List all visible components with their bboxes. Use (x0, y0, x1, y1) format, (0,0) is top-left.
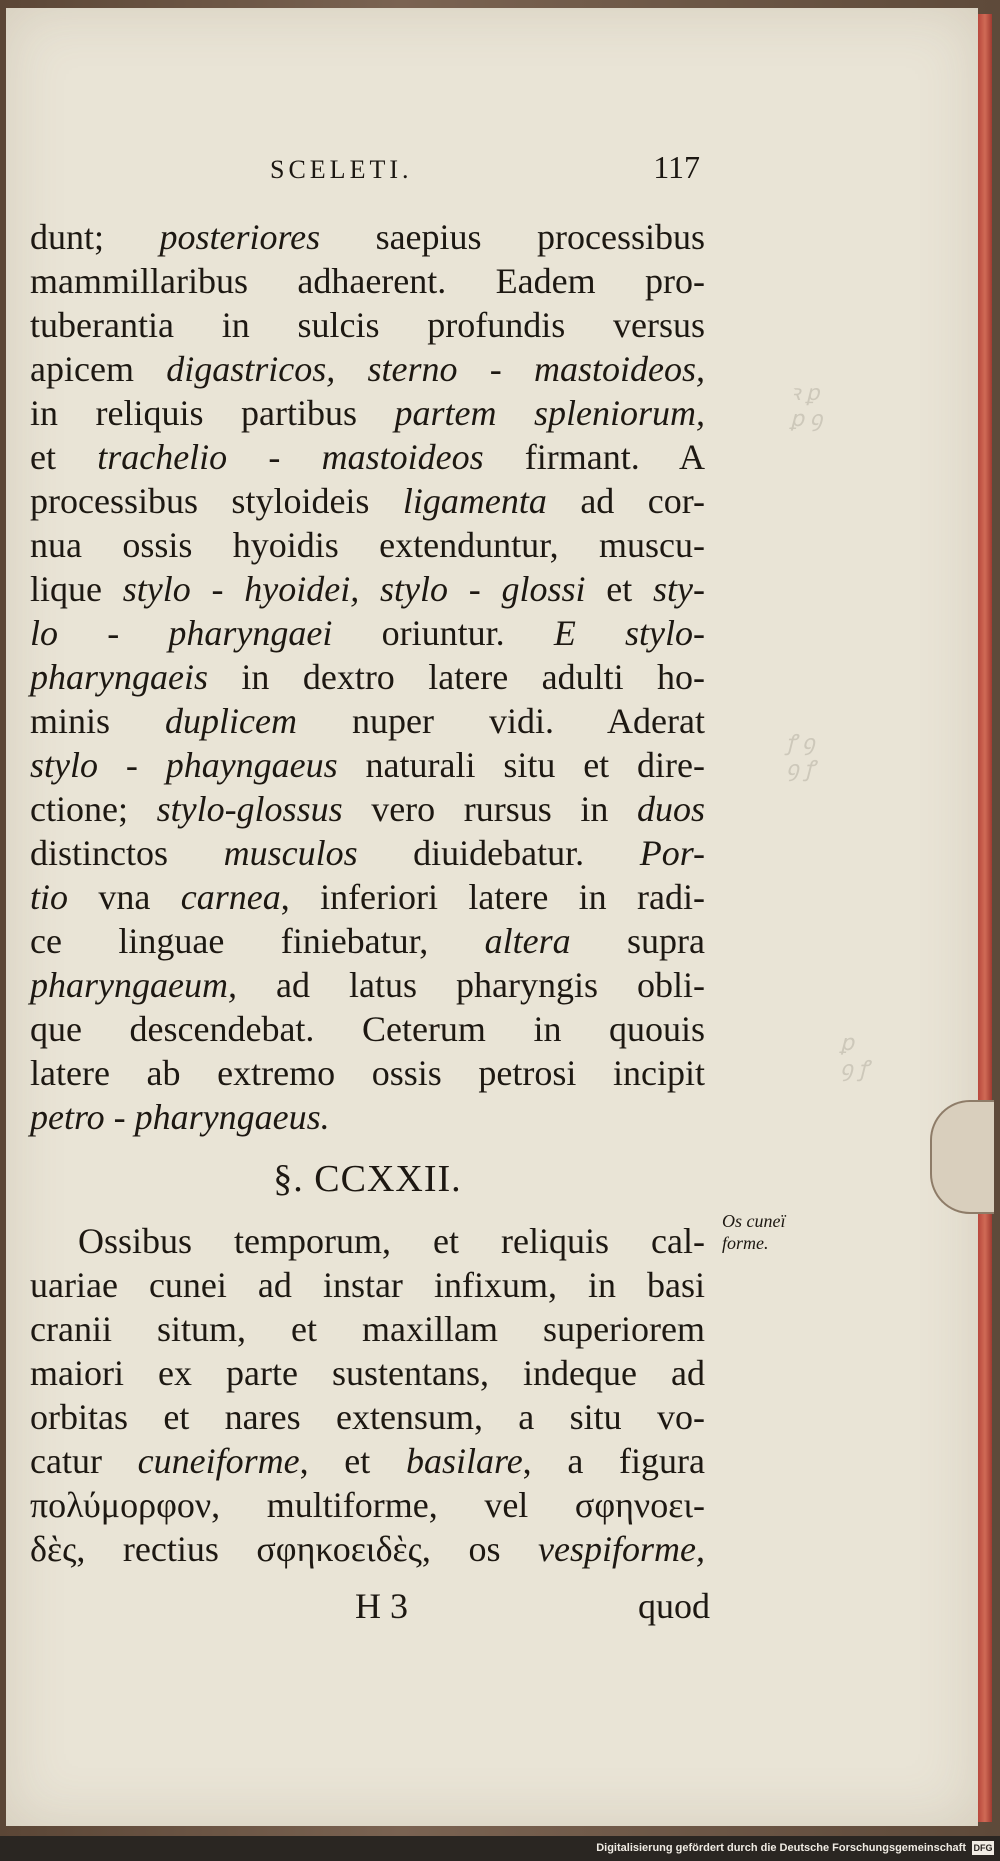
italic-text: sty- (653, 569, 706, 609)
text-span: , a figura (522, 1441, 706, 1481)
margin-note-line: forme. (722, 1233, 769, 1253)
paragraph-continued (30, 215, 705, 1139)
text-line (30, 1395, 705, 1439)
text-line (30, 479, 705, 523)
italic-text: ligamenta (402, 481, 547, 521)
text-span: oriuntur. (332, 613, 554, 653)
italic-text: cuneiforme (137, 1441, 300, 1481)
footer-credit: Digitalisierung gefördert durch die Deutsche Forschungsgemeinschaft (596, 1842, 966, 1854)
text-line (30, 303, 705, 347)
italic-text: altera (484, 921, 571, 961)
text-line (30, 1483, 705, 1527)
italic-text: trachelio - mastoideos (97, 437, 484, 477)
text-line (30, 567, 705, 611)
text-span: ad cor- (546, 481, 705, 521)
signature-mark: H 3 (355, 1586, 408, 1626)
text-span: , et (299, 1441, 406, 1481)
text-span: supra (570, 921, 705, 961)
text-span: in dextro latere adulti ho- (207, 657, 705, 697)
text-span: processibus styloideis (30, 481, 403, 521)
text-span: firmant. A (483, 437, 705, 477)
page-number: 117 (653, 149, 700, 185)
text-line (30, 1095, 705, 1139)
text-span: dunt; (30, 217, 160, 257)
text-line (30, 655, 705, 699)
dfg-logo: DFG (973, 1843, 993, 1853)
text-line (30, 831, 705, 875)
text-span: uariae cunei ad instar infixum, in basi (30, 1265, 705, 1305)
text-span: vna (68, 877, 181, 917)
italic-text: pharyngaeis (30, 657, 208, 697)
italic-text: duplicem (165, 701, 298, 741)
text-line (30, 523, 705, 567)
section-heading: §. CCXXII. (273, 1158, 462, 1200)
page-header (270, 149, 700, 195)
italic-text: tio (30, 877, 69, 917)
text-span: δὲς, rectius σφηκοειδὲς, os (30, 1529, 539, 1569)
italic-text: partem spleniorum, (394, 393, 705, 433)
italic-text: stylo - hyoidei, stylo - glossi (122, 569, 586, 609)
text-span: in reliquis partibus (30, 393, 395, 433)
text-span: nua ossis hyoidis extenduntur, muscu- (30, 525, 705, 565)
text-span: et (585, 569, 654, 609)
italic-text: E stylo- (553, 613, 705, 653)
text-line (30, 1439, 705, 1483)
text-line (30, 699, 705, 743)
text-span: ad latus pharyngis obli- (236, 965, 705, 1005)
text-line (30, 787, 705, 831)
italic-text: stylo - phayngaeus (30, 745, 338, 785)
italic-text: vespiforme, (538, 1529, 705, 1569)
text-line (30, 347, 705, 391)
italic-text: basilare (406, 1441, 523, 1481)
text-span: cranii situm, et maxillam superiorem (30, 1309, 705, 1349)
running-title: SCELETI. (270, 155, 413, 184)
italic-text: digastricos, sterno - mastoideos, (166, 349, 705, 389)
text-span: maiori ex parte sustentans, indeque ad (30, 1353, 705, 1393)
thumb-tab (930, 1100, 994, 1214)
italic-text: duos (636, 789, 705, 829)
text-span: πολύμορφον, multiforme, vel σφηνοει- (30, 1485, 705, 1525)
text-span: et (30, 437, 98, 477)
text-span: Ossibus temporum, et reliquis cal- (78, 1221, 705, 1261)
text-line (30, 611, 705, 655)
text-span: ctione; (30, 789, 157, 829)
catchword: quod (638, 1586, 710, 1626)
section-paragraph (30, 1219, 705, 1571)
show-through-text: ꝭ ꝯ ꝯ ꝭ (786, 730, 815, 781)
italic-text: pharyngaeum, (30, 965, 237, 1005)
italic-text: carnea (180, 877, 281, 917)
text-span: ce linguae finiebatur, (30, 921, 485, 961)
page-edge (978, 14, 992, 1822)
text-span: distinctos (30, 833, 224, 873)
text-line (30, 1007, 705, 1051)
text-line (30, 1263, 705, 1307)
text-span: apicem (30, 349, 167, 389)
text-line (30, 919, 705, 963)
italic-text: posteriores (159, 217, 321, 257)
text-span: que descendebat. Ceterum in quouis (30, 1009, 705, 1049)
text-span: latere ab extremo ossis petrosi incipit (30, 1053, 705, 1093)
text-span: catur (30, 1441, 138, 1481)
italic-text: stylo-glossus (156, 789, 343, 829)
text-line (30, 259, 705, 303)
italic-text: petro - pharyngaeus. (30, 1097, 330, 1137)
text-span: vero rursus in (342, 789, 637, 829)
text-line (30, 963, 705, 1007)
show-through-text: ꝑ ꝯ ꝭ (840, 1030, 869, 1081)
text-line (30, 1051, 705, 1095)
italic-text: lo - pharyngaei (30, 613, 333, 653)
italic-text: Por- (639, 833, 705, 873)
text-line (30, 1307, 705, 1351)
text-span: mammillaribus adhaerent. Eadem pro- (30, 261, 705, 301)
text-line (30, 743, 705, 787)
text-span: orbitas et nares extensum, a situ vo- (30, 1397, 705, 1437)
italic-text: musculos (223, 833, 358, 873)
text-line (30, 875, 705, 919)
text-span: lique (30, 569, 123, 609)
text-span: saepius processibus (320, 217, 705, 257)
text-span: tuberantia in sulcis profundis versus (30, 305, 705, 345)
margin-note-line: Os cuneï (722, 1211, 786, 1231)
text-line (30, 1527, 705, 1571)
text-line (30, 391, 705, 435)
text-span: naturali situ et dire- (337, 745, 706, 785)
body-text (30, 215, 705, 1571)
text-line (30, 435, 705, 479)
text-span: , inferiori latere in radi- (280, 877, 705, 917)
show-through-text: ꝛ ꝑ ꝑ ꝯ (790, 380, 823, 431)
margin-note (722, 1210, 842, 1254)
text-span: minis (30, 701, 166, 741)
text-line (30, 215, 705, 259)
text-span: nuper vidi. Aderat (297, 701, 706, 741)
text-span: diuidebatur. (357, 833, 640, 873)
text-line (30, 1219, 705, 1263)
text-line (30, 1351, 705, 1395)
